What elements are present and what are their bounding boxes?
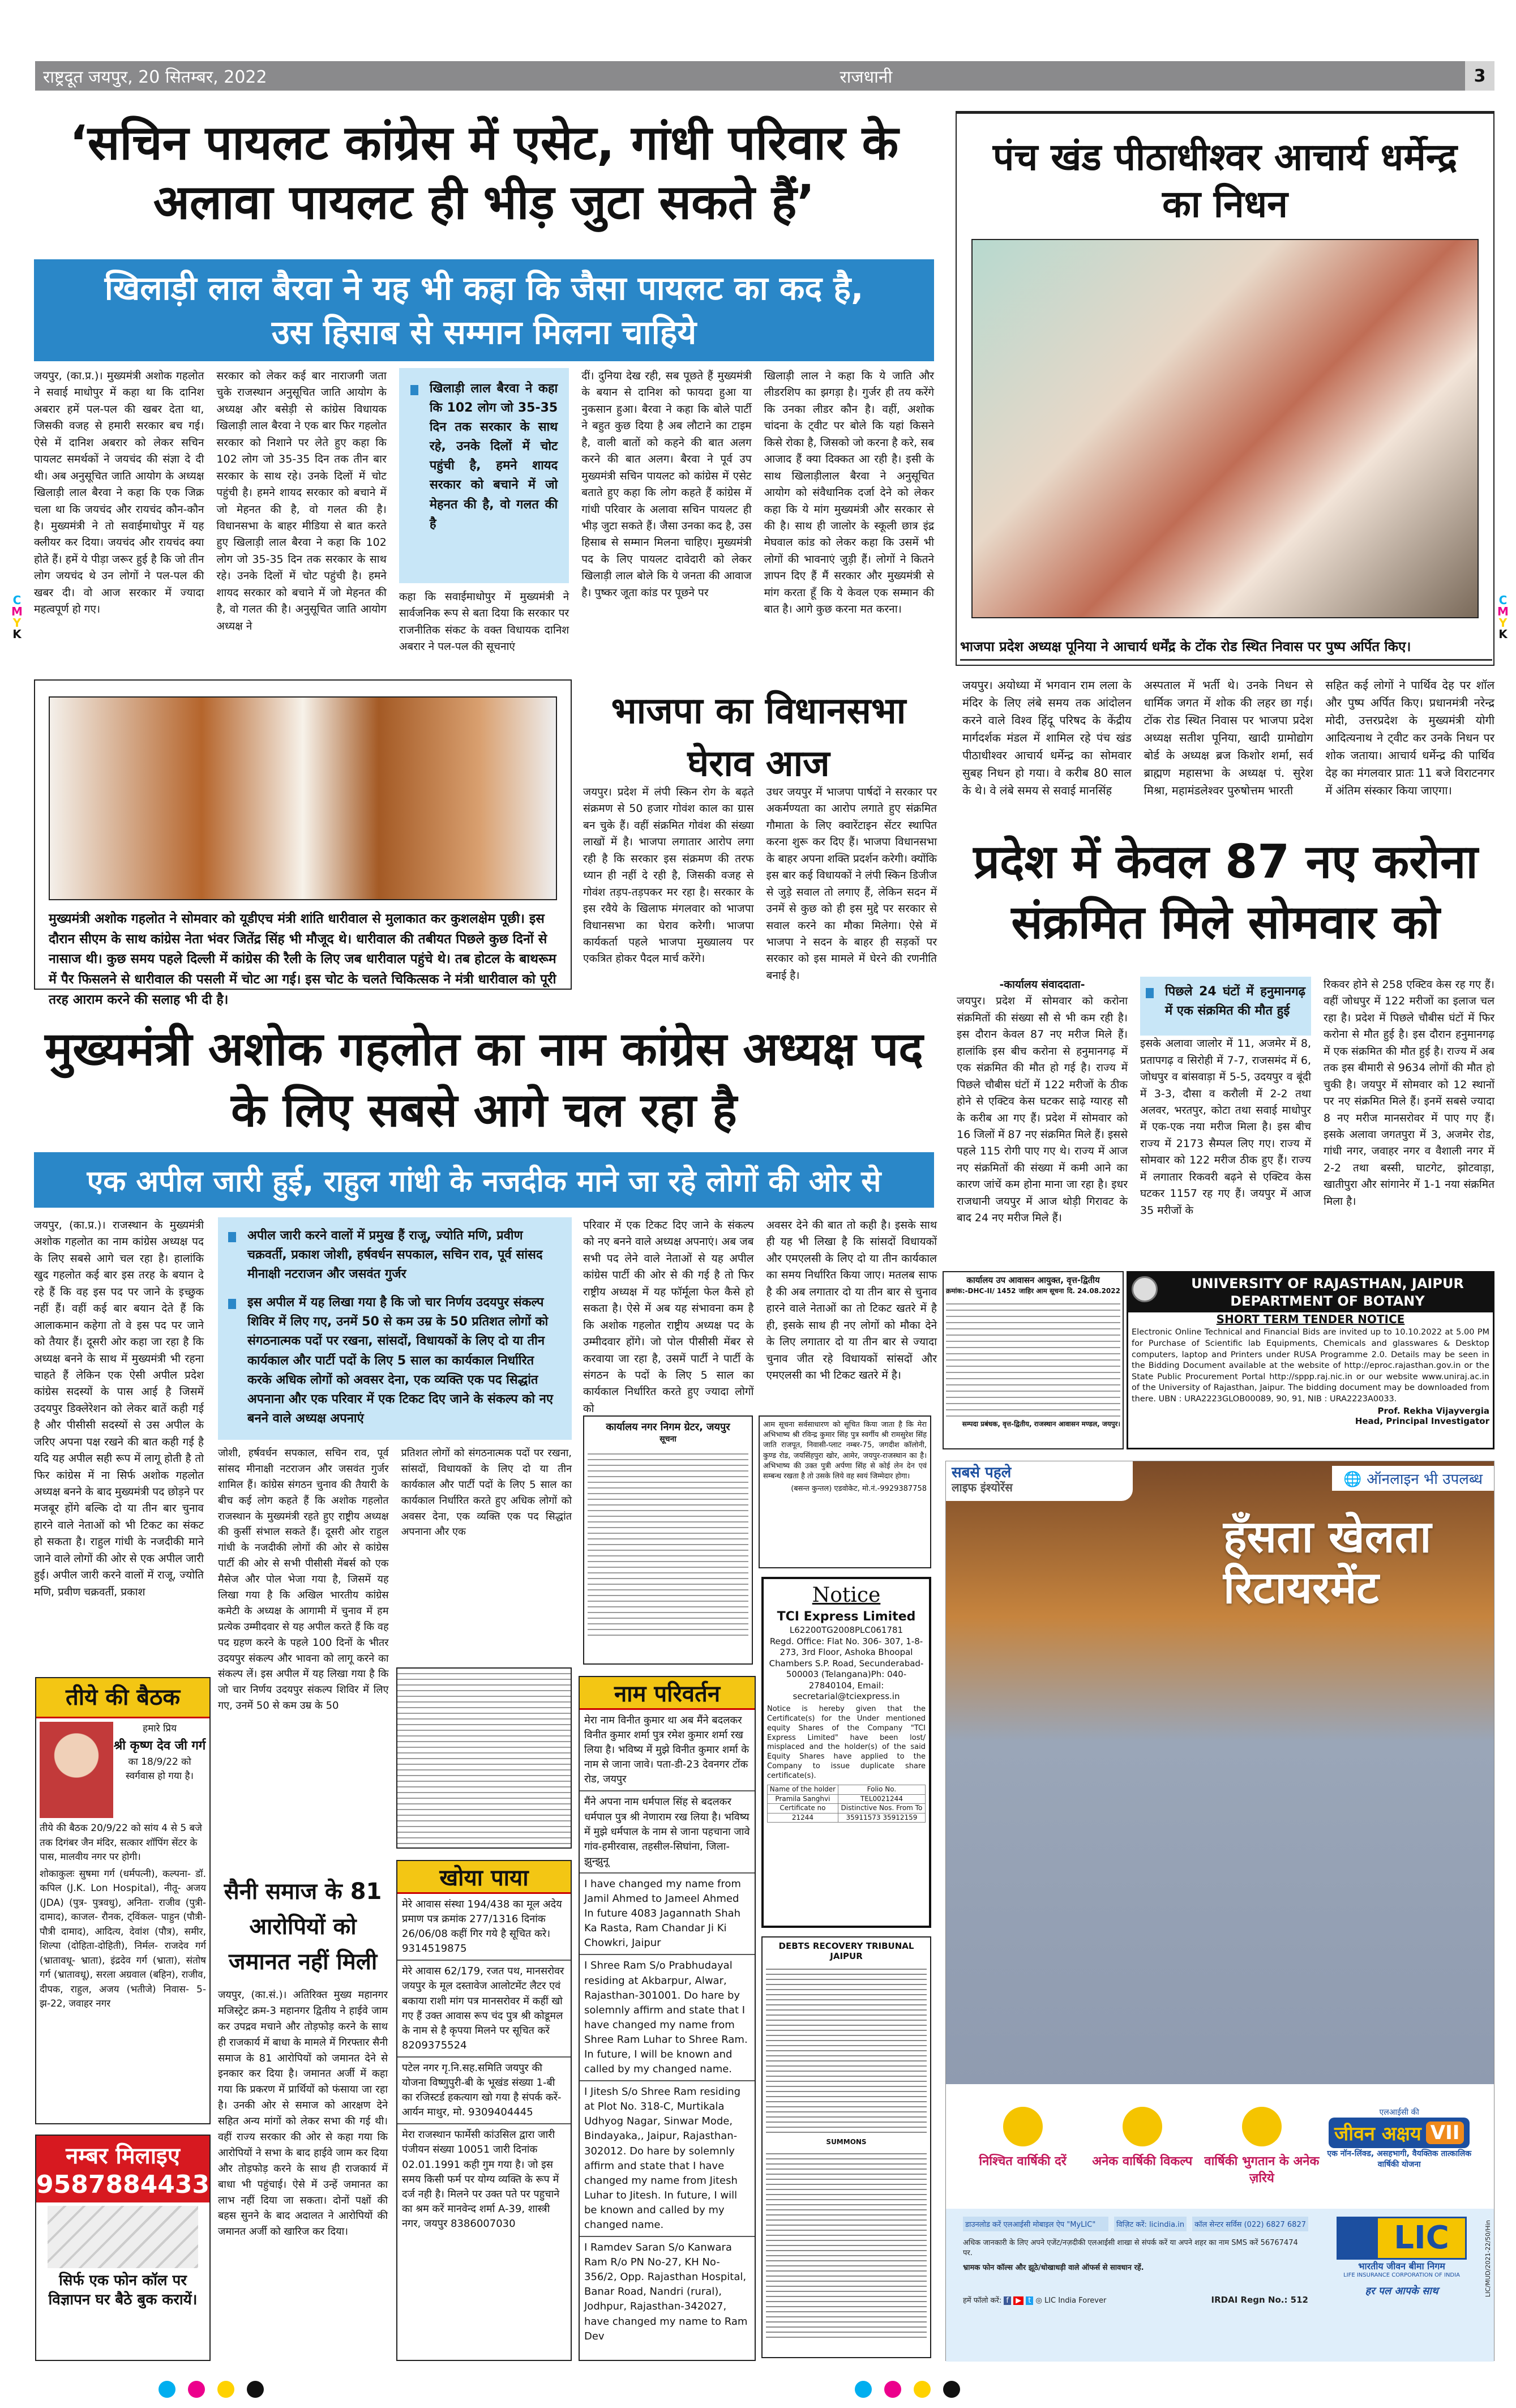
lic-follow: हमें फॉलो करें: xyxy=(963,2296,1002,2305)
lic-feature: अनेक वार्षिकी विकल्प xyxy=(1092,2154,1193,2169)
tci-title: Notice xyxy=(812,1584,881,1607)
gehlot-col-2c: प्रतिशत लोगों को संगठनात्मक पदों पर रखना, सांसदों, विधायकों के लिए दो या तीन कार्यकाल और पार्टी पदों के लिए 5 साल का कार्यकाल निर्धारित करते हुए अधिक लोगों को अवसर देना, एक व्यक्ति एक पद सिद्धांत अपनाना और एक xyxy=(401,1447,572,1538)
lic-feature: वार्षिकी भुगतान के अनेक ज़रिये xyxy=(1204,2154,1320,2185)
tci-address: Regd. Office: Flat No. 306- 307, 1-8-273, 3rd Floor, Ashoka Bhoopal Chambers S.P. Road, Secunderabad-500003 (Telangana)Ph: 040-27840104, Email: secretarial@tciexpress.in xyxy=(769,1636,924,1702)
options-icon xyxy=(1123,2107,1162,2146)
gehlot-lower xyxy=(218,1445,572,1712)
naam-title: नाम परिवर्तन xyxy=(580,1677,755,1710)
tci-notice xyxy=(761,1577,931,1928)
drt-summons: SUMMONS xyxy=(826,2138,867,2146)
lic-call: कॉल सेन्टर सर्विस (022) 6827 6827 xyxy=(1192,2217,1308,2231)
dhariwal-caption: मुख्यमंत्री अशोक गहलोत ने सोमवार को यूडीएच मंत्री शांति धारीवाल से मुलाकात कर कुशलक्षेम पूछी। इस दौरान सीएम के साथ कांग्रेस नेता भंवर जितेंद्र सिंह भी मौजूद थे। धारीवाल की तबीयत पिछले कुछ दिनों से नासाज थी। कुछ समय पहले दिल्ली में कांग्रेस की रैली के लिए जब धारीवाल पहुंचे थे। तब होटल के बाथरूम में पैर फिसलने से धारीवाल की पसली में चोट आ गई। इस चोट के चलते चिकित्सक ने मंत्री धारीवाल को पूरी तरह आराम करने की सलाह भी दी है। xyxy=(49,912,556,1007)
uor-title: UNIVERSITY OF RAJASTHAN, JAIPUR xyxy=(1191,1276,1464,1291)
housing-sub: जाहिर आम सूचना xyxy=(1018,1287,1064,1295)
lic-headline-1: हँसता खेलता xyxy=(1223,1512,1432,1563)
gehlot-subhead: एक अपील जारी हुई, राहुल गांधी के नजदीक माने जा रहे लोगों की ओर से xyxy=(34,1152,934,1208)
gehlot-col-3: परिवार में एक टिकट दिए जाने के संकल्प को नए बनने वाले अध्यक्ष अपनाएं। अब जब सभी पद लेने वाले नेताओं से यह अपील कांग्रेस पार्टी की ओर से की गई है तो फिर राष्ट्रीय अध्यक्ष में यह फॉर्मूला फेल कैसे हो सकता है। ऐसे में अब यह संभावना कम है कि अशोक गहलोत राष्ट्रीय अध्यक्ष पद के उम्मीदवार होंगे। जो पोल पीसीसी मेंबर से करवाया जा रहा है, उसमें पार्टी ने पार्टी के संगठन के पदों के लिए 5 साल का कार्यकाल निर्धारित करते हुए ज्यादा लोगों को xyxy=(583,1219,754,1415)
lic-code: LIC/MUD/2021-22/50/Hin xyxy=(1484,2220,1492,2298)
corona-col-2: इसके अलावा जालोर में 11, अजमेर में 8, प्रतापगढ़ व सिरोही में 7-7, राजसमंद में 6, जोधपुर व बांसवाड़ा में 5-5, उदयपुर व बूंदी में 3-3, दौसा व करौली में 2-2 तथा अलवर, भरतपुर, कोटा तथा सवाई माधोपुर में एक-एक नया मरीज मिला है। इस बीच राज्य में 2173 सैम्पल लिए गए। राज्य में सोमवार को 122 मरीज ठीक हुए हैं। राज्य में लगातार रिकवरी बढ़ने से एक्टिव केस घटकर 1157 रह गए हैं। जयपुर में आज 35 मरीजों के xyxy=(1140,1037,1311,1217)
lic-sms: अधिक जानकारी के लिए अपने एजेंट/नज़दीकी एलआईसी शाखा से संपर्क करें या अपने शहर का नाम SMS करें 56767474 पर. xyxy=(963,2239,1298,2257)
uor-designation: Head, Principal Investigator xyxy=(1355,1416,1489,1427)
lic-headline xyxy=(1223,1512,1431,1614)
gehlot-col-4: अवसर देने की बात तो कही है। इसके साथ ही यह भी लिखा है कि सांसदों विधायकों और एमएलसी के लिए दो या तीन कार्यकाल का समय निर्धारित किया जाए। मतलब साफ है की अब लगातार दो या तीन बार से चुनाव हारने वाले नेताओं का तो टिकट खतरे में है ही, इसके साथ ही नए लोगों को मौका देने के लिए लगातार दो या तीन बार से ज्यादा चुनाव जीत रहे विधायकों सांसदों और एमएलसी का भी टिकट खतरे में है। xyxy=(766,1219,937,1382)
plan-desc: एक नॉन-लिंक्ड, असहभागी, वैयक्तिक तात्कालिक वार्षिकी योजना xyxy=(1327,2149,1472,2169)
corona-pullquote: पिछले 24 घंटों में हनुमानगढ़ में एक संक्रमित की मौत हुई xyxy=(1146,982,1305,1021)
lic-badge xyxy=(946,1461,1133,1501)
khoya-item: मेरा राजस्थान फार्मेसी कांउसिल द्वारा जारी पंजीयन संख्या 10051 जारी दिनांक 02.01.1991 कही गुम गया है। जो इस समय किसी फर्म पर योग्य व्यक्ति के रूप में दर्ज नही है। मिलने पर उक्त पते पर पहुचाने का श्रम करें मानवेन्द शर्मा A-39, शास्त्री नगर, जयपुर 8386007030 xyxy=(402,2129,560,2230)
uor-tender-ad xyxy=(1127,1271,1494,1449)
aam-suchna-sign: (बसन्त कुन्तल) एडवोकेट, मो.नं.-9929387758 xyxy=(791,1485,927,1494)
lic-tagline: हर पल आपके साथ xyxy=(1365,2285,1438,2297)
globe-icon: 🌐 xyxy=(1343,1471,1367,1488)
bjp-body xyxy=(583,784,937,988)
naam-item: I Shree Ram S/o Prabhudayal residing at Akbarpur, Alwar, Rajasthan-301001. Do hare by solemnly affirm and state that I have changed my name from Shree Ram Luhar to Shree Ram. In future, I will be known and called by my changed name. xyxy=(580,1955,755,2081)
tiye-ad xyxy=(35,1677,211,2124)
gazette-notice xyxy=(396,1667,572,1849)
tci-cin: L62200TG2008PLC061781 xyxy=(789,1625,903,1636)
tiye-text: का 18/9/22 को स्वर्गवास हो गया है। xyxy=(126,1756,194,1782)
dhariwal-photo xyxy=(49,696,557,900)
plan-name: जीवन अक्षय xyxy=(1334,2123,1421,2145)
lead-col-4: दीं। दुनिया देख रही, सब पूछते हैं मुख्यमंत्री के बयान से दानिश को फायदा हुआ या नुकसान हुआ। बैरवा ने कहा कि बोले पार्टी ने बहुत कुछ दिया है अब लौटाने का टाइम है, वाली बातों को कहने की बात अलग करने की बात अलग। बैरवा ने पूर्व उप मुख्यमंत्री सचिन पायलट को कांग्रेस में एसेट बताते हुए कहा कि लोग कहते हैं कांग्रेस में गांधी परिवार के अलावा सचिन पायलट ही भीड़ जुटा सकते हैं। जैसा उनका कद है, उस हिसाब से सम्मान मिलना चाहिए। मुख्यमंत्री पद के लिए पायलट दावेदारी को लेकर खिलाड़ी लाल बोले कि ये जनता की आवाज है। पुष्कर जूता कांड पर पूछने पर xyxy=(581,370,752,599)
tci-folio: TEL0021244 xyxy=(838,1794,925,1804)
nagar-nigam-notice xyxy=(583,1415,753,1665)
housing-sign: सम्पदा प्रबंधक, वृत्त-द्वितीय, राजस्थान आवासन मण्डल, जयपुर। xyxy=(962,1419,1120,1428)
lead-headline: ‘सचिन पायलट कांग्रेस में एसेट, गांधी परिवार के अलावा पायलट ही भीड़ जुटा सकते हैं’ xyxy=(69,115,899,230)
lic-corp-en: LIFE INSURANCE CORPORATION OF INDIA xyxy=(1343,2272,1460,2278)
cmyk-k: K xyxy=(1498,627,1508,641)
uor-signatory: Prof. Rekha Vijayvergia xyxy=(1377,1406,1489,1417)
naam-item: I Ramdev Saran S/o Kanwara Ram R/o PN No-27, KH No-356/2, Opp. Rajasthan Hospital, Banar Road, Nandri (rural), Jodhpur, Rajasthan-342027, have changed my name to Ram Dev xyxy=(584,2242,748,2342)
khoya-item: पटेल नगर गृ.नि.सह.समिति जयपुर की योजना विष्णुपुरी-बी के भूखंड संख्या 1-बी का रजिस्टर्ड हकत्याग खो गया है संपर्क करें-आर्यन माथुर, मो. 9309404445 xyxy=(397,2058,571,2124)
gehlot-pullquote-2: इस अपील में यह लिखा गया है कि जो चार निर्णय उदयपुर संकल्प शिविर में लिए गए, उनमें 50 से कम उम्र के 50 प्रतिशत लोगों को संगठनात्मक पदों पर रखना, सांसदों, विधायकों के लिए दो या तीन कार्यकाल और पार्टी पदों के लिए 5 साल का कार्यकाल निर्धारित करके अधिक लोगों को अवसर देना, एक व्यक्ति एक पद सिद्धांत अपनाना और एक परिवार में एक टिकट दिए जाने के संकल्प को नए बनने वाले अध्यक्ष अपनाएं xyxy=(228,1293,562,1428)
acharya-col-1: जयपुर। अयोध्या में भगवान राम लला के मंदिर के लिए लंबे समय तक आंदोलन करने वाले विश्व हिंदू परिषद के केंद्रीय मार्गदर्शक मंडल में शामिल रहे पंच खंड पीठाधीश्वर आचार्य धर्मेन्द्र का सोमवार सुबह निधन हो गया। वे करीब 80 साल के थे। वे लंबे समय से सवाई मानसिंह xyxy=(962,678,1132,797)
housing-notice xyxy=(943,1271,1124,1449)
lic-ad xyxy=(945,1461,1494,2361)
facebook-icon[interactable]: f xyxy=(1004,2296,1011,2305)
plan-pre: एलआईसी की xyxy=(1379,2108,1419,2117)
cmyk-y: Y xyxy=(1498,616,1508,630)
lic-feature: निश्चित वार्षिकी दरें xyxy=(979,2154,1067,2169)
cmyk-m: M xyxy=(1497,605,1509,618)
naam-item: I have changed my name from Jamil Ahmed to Jameel Ahmed In future 4083 Jagannath Shah Ka Rasta, Ram Chandar Ji Ki Chowkri, Jaipur xyxy=(580,1874,755,1955)
drt-fine-print-2 xyxy=(766,2149,927,2342)
gehlot-right xyxy=(583,1217,937,1415)
acharya-col-3: सहित कई लोगों ने पार्थिव देह पर शॉल और पुष्प अर्पित किए। प्रधानमंत्री नरेन्द्र मोदी, उत्तरप्रदेश के मुख्यमंत्री योगी आदित्यनाथ ने ट्वीट कर उनके निधन पर शोक जताया। आचार्य धर्मेन्द्र की पार्थिव देह का मंगलवार प्रातः 11 बजे विराटनगर में अंतिम संस्कार किया जाएगा। xyxy=(1325,678,1495,797)
registration-dots-left xyxy=(159,2381,264,2398)
lic-website[interactable]: विज़िट करें: licindia.in xyxy=(1114,2217,1187,2231)
acharya-photo xyxy=(971,239,1479,618)
lic-headline-2: रिटायरमेंट xyxy=(1223,1562,1379,1614)
tiye-intro: हमारे प्रिय xyxy=(143,1723,177,1734)
tci-holder-label: Name of the holder xyxy=(768,1785,838,1795)
lic-corp-hi: भारतीय जीवन बीमा निगम xyxy=(1358,2261,1445,2272)
plan-number: VII xyxy=(1426,2122,1464,2144)
corona-col-3: रिकवर होने से 258 एक्टिव केस रह गए हैं। वहीं जोधपुर में 122 मरीजों का इलाज चल रहा है। प्रदेश में पिछले चौबीस घंटों में फिर करोना से मौत हुई है। इस दौरान हनुमानगढ़ में एक संक्रमित की मौत हुई है। राज्य में अब तक इस बीमारी से 9634 लोगों की मौत हो चुकी है। जयपुर में सोमवार को 12 स्थानों पर नए संक्रमित मिले हैं। इनमें सबसे ज्यादा 8 नए मरीज मानसरोवर में पाए गए हैं। इसके अलावा जगतपुरा में 3, अजमेर रोड, गांधी नगर, जवाहर नगर व वैशाली नगर में 2-2 तथा बस्सी, घाटगेट, झोटवाड़ा, खातीपुरा और सांगानेर में 1-1 नया संक्रमित मिला है। xyxy=(1324,978,1494,1208)
bjp-headline: भाजपा का विधानसभा घेराव आज xyxy=(611,690,906,785)
gehlot-pullbox xyxy=(218,1217,572,1440)
drt-fine-print xyxy=(766,1965,927,2135)
lead-body xyxy=(34,368,934,668)
khoya-paya xyxy=(396,1860,572,2361)
cmyk-c: C xyxy=(12,593,22,607)
khoya-item: मेरे आवास संस्था 194/438 का मूल अदेय प्रमाण पत्र क्रमांक 277/1316 दिनांक 26/06/08 कहीं गिर गये है सूचित करे। 9314519875 xyxy=(397,1894,571,1961)
naam-item: मैंने अपना नाम धर्मपाल सिंह से बदलकर धर्मपाल पुत्र श्री नेणाराम रख लिया है। भविष्य में मुझे धर्मपाल के नाम से जाना पहचाना जावे गांव-हमीरवास, तहसील-सिघांना, जिला-झुन्झुनू xyxy=(580,1791,755,1873)
lead-col-2: सरकार को लेकर कई बार नाराजगी जता चुके राजस्थान अनुसूचित जाति आयोग के अध्यक्ष और बसेड़ी से कांग्रेस विधायक खिलाड़ी लाल बैरवा ने एक बार फिर गहलोत सरकार को निशाने पर लेते हुए कहा कि 102 लोग जो 35-35 दिन तक तीन बार सरकार के साथ रहे। उनके दिलों में चोट पहुंची है। हमने शायद सरकार को बचाने में जो मेहनत की है, वो गलत की है। विधानसभा के बाहर मीडिया से बात करते हुए खिलाड़ी लाल बैरवा ने कहा कि 102 लोग जो 35-35 दिन तक सरकार के साथ रहे। उनके दिलों में चोट पहुंची है। हमने शायद सरकार को बचाने में जो मेहनत की है, वो गलत की है। अनुसूचित जाति आयोग अध्यक्ष ने xyxy=(216,370,387,632)
bjp-col-1: जयपुर। प्रदेश में लंपी स्किन रोग के बढ़ते संक्रमण से 50 हजार गोवंश काल का ग्रास बन चुके हैं। वहीं संक्रमित गोवंश की संख्या लाखों में है। भाजपा लगातार आरोप लगा रही है कि सरकार इस संक्रमण की तरफ ध्यान ही नहीं दे रही है, जिसकी वजह से गोवंश तड़प-तड़पकर मर रहा है। सरकार के इस रवैये के खिलाफ मंगलवार को भाजपा विधानसभा का घेराव करेगी। भाजपा कार्यकर्ता पहले भाजपा मुख्यालय पर एकत्रित होकर पैदल मार्च करेंगे। xyxy=(583,786,754,965)
page-header xyxy=(35,61,1494,91)
lic-warning: भ्रामक फोन कॉल्स और झूठे/धोखाधड़ी वाले ऑफर्स से सावधान रहें. xyxy=(963,2264,1144,2272)
drt-title: DEBTS RECOVERY TRIBUNAL JAIPUR xyxy=(778,1941,914,1961)
lic-social: LIC India Forever xyxy=(1044,2296,1107,2305)
number-ad-phone[interactable]: 9587884433 xyxy=(36,2170,210,2199)
cmyk-mark-right xyxy=(1497,594,1509,640)
uor-notice-title: SHORT TERM TENDER NOTICE xyxy=(1216,1312,1405,1327)
lead-subhead: खिलाड़ी लाल बैरवा ने यह भी कहा कि जैसा पायलट का कद है, उस हिसाब से सम्मान मिलना चाहिये xyxy=(34,259,934,361)
corona-col-1: जयपुर। प्रदेश में सोमवार को करोना संक्रमितों की संख्या सौ से भी कम रही है। इस दौरान केवल 87 नए मरीज मिले हैं। हालांकि इस बीच करोना से हनुमानगढ़ में एक संक्रमित की मौत हो गई है। राज्य में पिछले चौबीस घंटों में 122 मरीजों के ठीक होने से एक्टिव केस घटकर साढ़े ग्यारह सौ के करीब आ गए हैं। प्रदेश में सोमवार को 16 जिलों में 87 नए संक्रमित मिले हैं। इससे पहले 115 रोगी पाए गए थे। राज्य में आज नए संक्रमितों की संख्या में कमी आने का कारण जांचें कम होना माना जा रहा है। इधर राजधानी जयपुर में आज थोड़ी गिरावट के बाद 24 नए मरीज मिले हैं। xyxy=(957,995,1128,1225)
lic-logo-text: LIC xyxy=(1378,2218,1465,2258)
drt-notice xyxy=(761,1936,931,2358)
twitter-icon[interactable]: t xyxy=(1026,2296,1033,2305)
aam-suchna-text: आम सूचना सर्वसाधारण को सूचित किया जाता है कि मेरा अभिभाष्य श्री रविन्द्र कुमार सिंह पुत्र स्वर्गीय श्री रामसुरेश सिंह जाति राजपूत, निवासी-प्लाट नम्बर-75, जगदीश कॉलोनी, कुण्ड रोड, जयसिंहपुरा खोर, आमेर, जयपुर-राजस्थान का है। अभिभाष्य की उक्त पुत्री अर्पणा सिंह से कोई लेन देन एवं सम्बन्ध रखता है तो उसके लिये वह स्वयं जिम्मेदार होगा। xyxy=(763,1421,927,1481)
housing-date: दि. 24.08.2022 xyxy=(1067,1287,1120,1295)
cmyk-c: C xyxy=(1498,593,1508,607)
nagar-nigam-fine-print xyxy=(588,1449,748,1636)
lead-col-3-text: कहा कि सवाईमाधोपुर में मुख्यमंत्री ने सार्वजनिक रूप से बता दिया कि सरकार पर राजनीतिक संकट के वक्त विधायक दानिश अबरार ने पल-पल की सूचनाएं xyxy=(399,591,569,653)
uor-body: Electronic Online Technical and Financial Bids are invited up to 10.10.2022 at 5.00 PM for Purchase of Scientific lab Equipments, Chemicals and glasswares & Desktop computers, laptop and Printers under RUSA Programme 2.0. Details may be seen in the Bidding Document available at the website of http://eproc.rajasthan.gov.in or the State Public Procurement Portal http://sppp.raj.nic.in or our website www.uniraj.ac.in of the University of Rajasthan, Jaipur. The bidding document may be downloaded from there. UBN : URA2223GLOB00089, 90, 91, NIB : URA2223A0033. xyxy=(1132,1328,1489,1404)
tci-dist: 35911573 35912159 xyxy=(838,1813,925,1823)
university-seal-icon xyxy=(1132,1276,1158,1302)
khoya-title: खोया पाया xyxy=(397,1861,571,1894)
lic-badge-2: लाइफ इंश्योरेंस xyxy=(952,1480,1013,1494)
tci-body: Notice is hereby given that the Certificate(s) for the Under mentioned equity Shares of the Company "TCI Express Limited" have been lost/ misplaced and the holder(s) of the said Equity Shares have applied to the Company to issue duplicate share certificate(s). xyxy=(767,1704,926,1781)
uor-dept: DEPARTMENT OF BOTANY xyxy=(1230,1293,1425,1310)
acharya-caption: भाजपा प्रदेश अध्यक्ष पूनिया ने आचार्य धर्मेंद्र के टोंक रोड स्थित निवास पर पुष्प अर्पित किए। xyxy=(960,637,1492,661)
lead-pullquote: खिलाड़ी लाल बैरवा ने कहा कि 102 लोग जो 35-35 दिन तक सरकार के साथ रहे, उनके दिलों में चोट पहुंची है, हमने शायद सरकार को बचाने में जो मेहनत की है, वो गलत की है xyxy=(410,379,558,534)
cmyk-mark-left xyxy=(11,594,23,640)
lic-irdai: IRDAI Regn No.: 512 xyxy=(1211,2295,1308,2305)
housing-ref: क्रमांक:-DHC-II/ 1452 xyxy=(946,1287,1016,1295)
naam-item: मेरा नाम विनीत कुमार था अब मैंने बदलकर विनीत कुमार शर्मा पुत्र रमेश कुमार शर्मा रख लिया है। भविष्य में मुझे विनीत कुमार शर्मा के नाम से जाना जावे। पता-डी-23 देवनगर टोंक रोड, जयपुर xyxy=(580,1710,755,1791)
aam-suchna-notice xyxy=(759,1415,931,1568)
tiye-mourners: शोकाकुलः सुषमा गर्ग (धर्मपत्नी), कल्पना- डॉ. कपिल (J.K. Lon Hospital), नीतू- अजय (JDA) (पुत्र- पुत्रवधु), अनिता- राजीव (पुत्री-दामाद), काजल- रौनक, ट्विंकल- पाहुन (पौत्री- पौत्री दामाद), आदित्य, देवांश (पौत्र), समीर, शिल्पा (दोहिता-दोहिती), निर्मल- राजदेव गर्ग (भ्रातावधू- भ्राता), इंद्रदेव गर्ग (भ्राता), संतोष गर्ग (भ्रातावधू), सरला अग्रवाल (बहिन), राजीव, दीपक, राहुल, अजय (भतीजे) निवास- 5-झ-22, जवाहर नगर xyxy=(40,1868,206,2009)
cmyk-y: Y xyxy=(12,616,22,630)
saini-body: जयपुर, (का.सं.)। अतिरिक्त मुख्य महानगर मजिस्ट्रेट क्रम-3 महानगर द्वितीय ने हाईवे जाम कर उपद्रव मचाने और तोड़फोड़ करने के साथ ही राजकार्य में बाधा के मामले में गिरफ्तार सैनी समाज के 81 आरोपियों को जमानत देने से इनकार कर दिया है। जमानत अर्जी में कहा गया कि प्रकरण में प्रार्थियों को फंसाया जा रहा है। उनकी ओर से समाज को आरक्षण देने सहित अन्य मांगों को लेकर सभा की गई थी। वहीं राज्य सरकार की ओर से कहा गया कि आरोपियों ने सभा के बाद हाईवे जाम कर दिया और तोड़फोड़ करने के साथ ही राजकार्य में बाधा भी पहुंचाई। ऐसे में उन्हें जमानत का लाभ नहीं दिया जा सकता। दोनों पक्षों की बहस सुनने के बाद अदालत ने आरोपियों की जमानत अर्जी को खारिज कर दिया। xyxy=(218,1989,388,2238)
khoya-item: मेरे आवास 62/179, रजत पथ, मानसरोवर जयपुर के मूल दस्तावेज आलोटमेंट लैटर एवं बकाया राशी मांग पत्र मानसरोवर में कहीं खो गए हैं उक्त आवास रूप चंद पुत्र श्री कोडूमल के नाम से है कृपया मिलने पर सूचित करें 8209375524 xyxy=(397,1961,571,2058)
instagram-icon[interactable]: ◎ xyxy=(1035,2296,1042,2305)
tiye-meeting: तीये की बैठक 20/9/22 को सांय 4 से 5 बजे तक दिगंबर जैन मंदिर, सत्कार शॉपिंग सेंटर के पास, मालवीय नगर पर होगी। xyxy=(40,1823,202,1863)
number-ad-title: नम्बर मिलाइए xyxy=(66,2143,180,2169)
gehlot-headline: मुख्यमंत्री अशोक गहलोत का नाम कांग्रेस अध्यक्ष पद के लिए सबसे आगे चल रहा है xyxy=(45,1023,923,1138)
housing-title: कार्यालय उप आवासन आयुक्त, वृत्त-द्वितीय xyxy=(966,1275,1100,1285)
corona-body xyxy=(957,977,1494,1226)
corona-headline: प्रदेश में केवल 87 नए करोना संक्रमित मिले सोमवार को xyxy=(973,835,1478,949)
gehlot-pullquote-1: अपील जारी करने वालों में प्रमुख हैं राजू, ज्योति मणि, प्रवीण चक्रवर्ती, प्रकाश जोशी, हर्षवर्धन सपकाल, सचिन राव, पूर्व सांसद मीनाक्षी नटराजन और जसवंत गुर्जर xyxy=(228,1226,562,1284)
number-ad xyxy=(35,2135,211,2361)
naam-item: I Jitesh S/o Shree Ram residing at Plot No. 318-C, Murtikala Udhyog Nagar, Sinwar Mode, Bindayaka,, Jaipur, Rajasthan-302012. Do hare by solemnly affirm and state that I have changed my name from Jitesh Luhar to Jitesh. In future, I will be known and called by my changed name. xyxy=(580,2081,755,2237)
lic-features xyxy=(946,2084,1494,2209)
lead-col-1: जयपुर, (का.प्र.)। मुख्यमंत्री अशोक गहलोत ने सवाई माधोपुर में कहा था कि दानिश अबरार हमें पल-पल की खबर देता था, जिसकी वजह से हमारी सरकार बच गई। ऐसे में दानिश अबरार को लेकर सचिन पायलट समर्थकों ने जयचंद की संज्ञा दे दी थी। अब अनुसूचित जाति आयोग के अध्यक्ष खिलाड़ी लाल बैरवा ने कहा कि एक जिक्र चला था कि जयचंद और रायचंद कौन-कौन है। मुख्यमंत्री ने तो सवाईमाधोपुर में यह क्लीयर कर दिया। जयचंद और रायचंद क्या होते हैं। हमें ये पीड़ा जरूर हुई है कि जो तीन लोग जयचंद थे उन लोगों ने पल-पल की खबर दी। वो आज सरकार में ज्यादा महत्वपूर्ण हो गए। xyxy=(34,370,204,616)
saini-headline: सैनी समाज के 81 आरोपियों को जमानत नहीं मिली xyxy=(224,1879,382,1975)
lead-col-3 xyxy=(399,368,569,668)
bjp-col-2: उधर जयपुर में भाजपा पार्षदों ने सरकार पर अकर्मण्यता का आरोप लगाते हुए संक्रमित गौमाता के लिए क्वारेंटाइन सेंटर स्थापित करना शुरू कर दिए हैं। भाजपा विधानसभा के बाहर अपना शक्ति प्रदर्शन करेगी। क्योंकि इस बार कई विधायकों ने लंपी स्किन डिजीज से जुड़े सवाल तो लगाए हैं, लेकिन सदन में उनमें से कुछ को ही इस मुद्दे पर सरकार से सवाल करने का मौका मिलेगा। ऐसे में भाजपा ने सदन के बाहर ही सड़कों पर सरकार को इस मामले में घेरने की रणनीति बनाई है। xyxy=(766,786,937,982)
lic-online-text: ऑनलाइन भी उपलब्ध xyxy=(1367,1471,1483,1488)
lic-app[interactable]: डाउनलोड करें एलआईसी मोबाइल ऐप "MyLIC" xyxy=(963,2217,1108,2231)
keypad-image xyxy=(48,2206,198,2268)
gehlot-col-2: जोशी, हर्षवर्धन सपकाल, सचिन राव, पूर्व सांसद मीनाक्षी नटराजन और जसवंत गुर्जर शामिल हैं। कांग्रेस संगठन चुनाव की तैयारी के बीच कई लोग कहते हैं कि अशोक गहलोत राजस्थान के मुख्यमंत्री रहते हुए राष्ट्रीय अध्यक्ष की कुर्सी संभाल सकते हैं। दूसरी ओर राहुल गांधी के नजदीकी लोगों की ओर से कांग्रेस पार्टी की ओर से सभी पीसीसी मेंबर्स को एक मैसेज और पोल भेजा गया है, जिसमें यह लिखा गया है कि अखिल भारतीय कांग्रेस कमेटी के अध्यक्ष के आगामी में चुनाव में हम प्रत्येक उम्मीदवार से यह अपील करते हैं कि वह पद ग्रहण करने के पहले 100 दिनों के भीतर उदयपुर संकल्प और भावना को लागू करने का संकल्प लें। इस अपील में यह लिखा गया है कि जो चार निर्णय उदयपुर संकल्प शिविर में लिए गए, उनमें 50 से कम उम्र के 50 xyxy=(218,1447,389,1712)
deceased-name: श्री कृष्ण देव जी गर्ग xyxy=(113,1738,206,1753)
youtube-icon[interactable]: ▶ xyxy=(1013,2296,1023,2305)
lic-online-badge xyxy=(1332,1466,1494,1491)
lic-hands-icon xyxy=(1338,2218,1378,2258)
tci-table xyxy=(767,1785,926,1823)
tci-company: TCI Express Limited xyxy=(777,1609,916,1624)
cmyk-k: K xyxy=(12,627,22,641)
gehlot-col-1: जयपुर, (का.प्र.)। राजस्थान के मुख्यमंत्री अशोक गहलोत का नाम कांग्रेस अध्यक्ष पद के लिए सबसे आगे चल रहा है। हालांकि खुद गहलोत कई बार इस तरह के बयान दे रहे हैं कि वह इस पद पर जाने के इच्छुक नहीं हैं। वहीं कई बार बयान देते हैं कि आलाकमान कहेगा तो वे इस पद पर जाने को तैयार हैं। दूसरी ओर कहा जा रहा है कि अध्यक्ष बनने के साथ में मुख्यमंत्री भी रहना चाहते हैं लेकिन एक ऐसी अपील प्रदेश कांग्रेस सदस्यों के पास आई है जिसमें उदयपुर डिक्लेरेशन को लेकर बातें कही गई है और पीसीसी सदस्यों से उस अपील के जरिए अपना पक्ष रखने की बात कही गई है यदि यह अपील सही रूप में लागू होती है तो फिर कांग्रेस में ना सिर्फ अशोक गहलोत अध्यक्ष बनने के बाद मुख्यमंत्री पद छोड़ने पर मजबूर होंगे बल्कि दो या तीन बार चुनाव हारने वाले नेताओं को भी टिकट का संकट हो सकता है। राहुल गांधी के नजदीकी माने जाने वाले लोगों की ओर से एक अपील जारी हुई। अपील जारी करने वालों में राजू, ज्योति मणि, प्रवीण चक्रवर्ती, प्रकाश xyxy=(34,1219,204,1598)
lic-footer xyxy=(946,2209,1494,2362)
lic-logo xyxy=(1337,2217,1467,2298)
number-ad-tagline: सिर्फ एक फोन कॉल पर विज्ञापन घर बैठे बुक करायें। xyxy=(48,2272,198,2308)
gehlot-middle xyxy=(218,1217,572,1712)
edition-date: राष्ट्रदूत जयपुर, 20 सितम्बर, 2022 xyxy=(43,67,267,87)
page-number: 3 xyxy=(1465,61,1494,91)
payment-chair-icon xyxy=(1242,2107,1282,2146)
nagar-nigam-sub: सूचना xyxy=(659,1435,676,1444)
gazette-fine-print xyxy=(397,1669,571,1847)
section-name: राजधानी xyxy=(840,67,893,87)
lic-badge-1: सबसे पहले xyxy=(952,1464,1012,1481)
naam-parivartan xyxy=(579,1676,756,2361)
acharya-body xyxy=(962,677,1494,818)
nagar-nigam-title: कार्यालय नगर निगम ग्रेटर, जयपुर xyxy=(606,1421,730,1433)
acharya-story xyxy=(956,111,1494,666)
corona-byline: -कार्यालय संवाददाता- xyxy=(999,978,1085,991)
annuity-rate-icon xyxy=(1003,2107,1043,2146)
cmyk-m: M xyxy=(11,605,23,618)
tiye-title: तीये की बैठक xyxy=(36,1678,209,1718)
tci-folio-label: Folio No. xyxy=(838,1785,925,1795)
tci-holder: Pramila Sanghvi xyxy=(768,1794,838,1804)
jeevan-akshay-logo xyxy=(1321,2107,1477,2186)
deceased-photo xyxy=(40,1722,113,1818)
tci-dist-label: Distinctive Nos. From To xyxy=(838,1804,925,1814)
dhariwal-photo-box xyxy=(34,679,572,1007)
acharya-col-2: अस्पताल में भर्ती थे। उनके निधन से धार्मिक जगत में शोक की लहर छा गई। टोंक रोड स्थित निवास पर भाजपा प्रदेश अध्यक्ष सतीश पूनिया, खादी ग्रामोद्योग बोर्ड के अध्यक्ष ब्रज किशोर शर्मा, सर्व ब्राह्मण महासभा के अध्यक्ष पं. सुरेश मिश्रा, महामंडलेश्वर पुरुषोत्तम भारती xyxy=(1144,678,1313,797)
lead-col-5: खिलाड़ी लाल ने कहा कि ये जाति और लीडरशिप का झगड़ा है। गुर्जर ही तय करेंगे कि उनका लीडर कौन है। वहीं, अशोक चांदना के ट्वीट पर बोले कि यहां किसने किसे रोका है, जिसको जो करना है करे, सब आजाद हैं क्या दिक्कत आ रही है। इसी के साथ खिलाड़ीलाल बैरवा ने अनुसूचित आयोग को संवैधानिक दर्जा देने को लेकर कहा कि ये मांग मुख्यमंत्री और सरकार से की है। साथ ही जालोर के स्कूली छात्र इंद्र मेघवाल कांड को लेकर कहा कि उसमें भी लोगों की भावनाएं जुड़ी हैं। लोगों ने कितने ज्ञापन दिए हैं मैं सरकार और मुख्यमंत्री से मांग करता हूँ कि ये केवल एक सम्मान की बात है। आगे कुछ करना मत करना। xyxy=(764,370,935,616)
acharya-headline: पंच खंड पीठाधीश्वर आचार्य धर्मेन्द्र का निधन xyxy=(992,135,1458,226)
housing-fine-print xyxy=(946,1298,1120,1417)
tci-cert-label: Certificate no xyxy=(768,1804,838,1814)
tci-cert: 21244 xyxy=(768,1813,838,1823)
registration-dots-right xyxy=(855,2381,960,2398)
